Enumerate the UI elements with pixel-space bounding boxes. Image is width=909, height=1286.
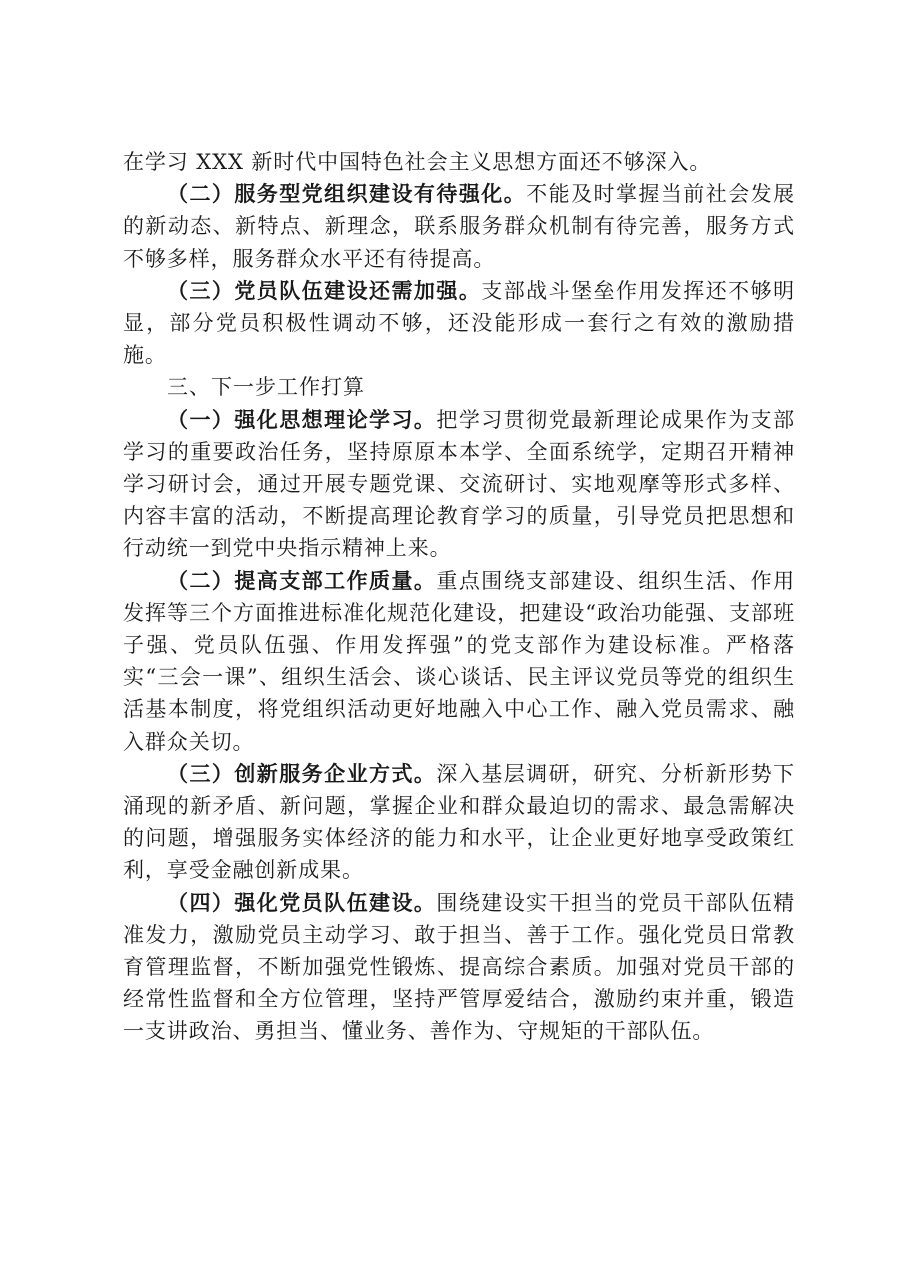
paragraph-text: 不能及时掌握当前社会发展的新动态、新特点、新理念，联系服务群众机制有待完善，服务方式不够多样，服务群众水平还有待提高。 (123, 182, 795, 271)
paragraph-continuation (123, 146, 795, 178)
section-heading-next-steps: 三、下一步工作打算 (167, 375, 365, 400)
paragraph-lead: （四）强化党员队伍建设。 (167, 889, 437, 915)
paragraph-plan-2 (123, 565, 795, 758)
paragraph-text: 围绕建设实干担当的党员干部队伍精准发力，激励党员主动学习、敢于担当、善于工作。强化党员日常教育管理监督，不断加强党性锻炼、提高综合素质。加强对党员干部的经常性监督和全方位管理，坚持严管厚爱结合，激励约束并重，锻造一支讲政治、勇担当、懂业务、善作为、守规矩的干部队伍。 (123, 890, 795, 1044)
paragraph-text: 支部战斗堡垒作用发挥还不够明显，部分党员积极性调动不够，还没能形成一套行之有效的激励措施。 (123, 278, 795, 368)
paragraph-lead: （三）党员队伍建设还需加强。 (167, 277, 482, 303)
paragraph-lead: （二）服务型党组织建设有待强化。 (167, 181, 527, 207)
paragraph-text: 把学习贯彻党最新理论成果作为支部学习的重要政治任务，坚持原原本本学、全面系统学，定期召开精神学习研讨会，通过开展专题党课、交流研讨、实地观摩等形式多样、内容丰富的活动，不断提高理论教育学习的质量，引导党员把思想和行动统一到党中央指示精神上来。 (123, 407, 795, 561)
paragraph-plan-1 (123, 404, 795, 565)
paragraph-text: 重点围绕支部建设、组织生活、作用发挥等三个方面推进标准化规范化建设，把建设“政治功能强、支部班子强、党员队伍强、作用发挥强”的党支部作为建设标准。严格落实“三会一课”、组织生活会、谈心谈话、民主评议党员等党的组织生活基本制度，将党组织活动更好地融入中心工作、融入党员需求、融入群众关切。 (123, 568, 795, 754)
document-page (123, 146, 795, 1048)
paragraph-lead: （三）创新服务企业方式。 (167, 760, 437, 786)
paragraph-issue-3 (123, 275, 795, 372)
paragraph-plan-4 (123, 887, 795, 1048)
paragraph-lead: （二）提高支部工作质量。 (167, 567, 437, 593)
paragraph-text: 深入基层调研，研究、分析新形势下涌现的新矛盾、新问题，掌握企业和群众最迫切的需求、最急需解决的问题，增强服务实体经济的能力和水平，让企业更好地享受政策红利，享受金融创新成果。 (123, 761, 795, 883)
paragraph-text: 在学习 XXX 新时代中国特色社会主义思想方面还不够深入。 (123, 150, 712, 174)
paragraph-plan-3 (123, 758, 795, 887)
paragraph-issue-2 (123, 178, 795, 275)
paragraph-lead: （一）强化思想理论学习。 (167, 406, 437, 432)
